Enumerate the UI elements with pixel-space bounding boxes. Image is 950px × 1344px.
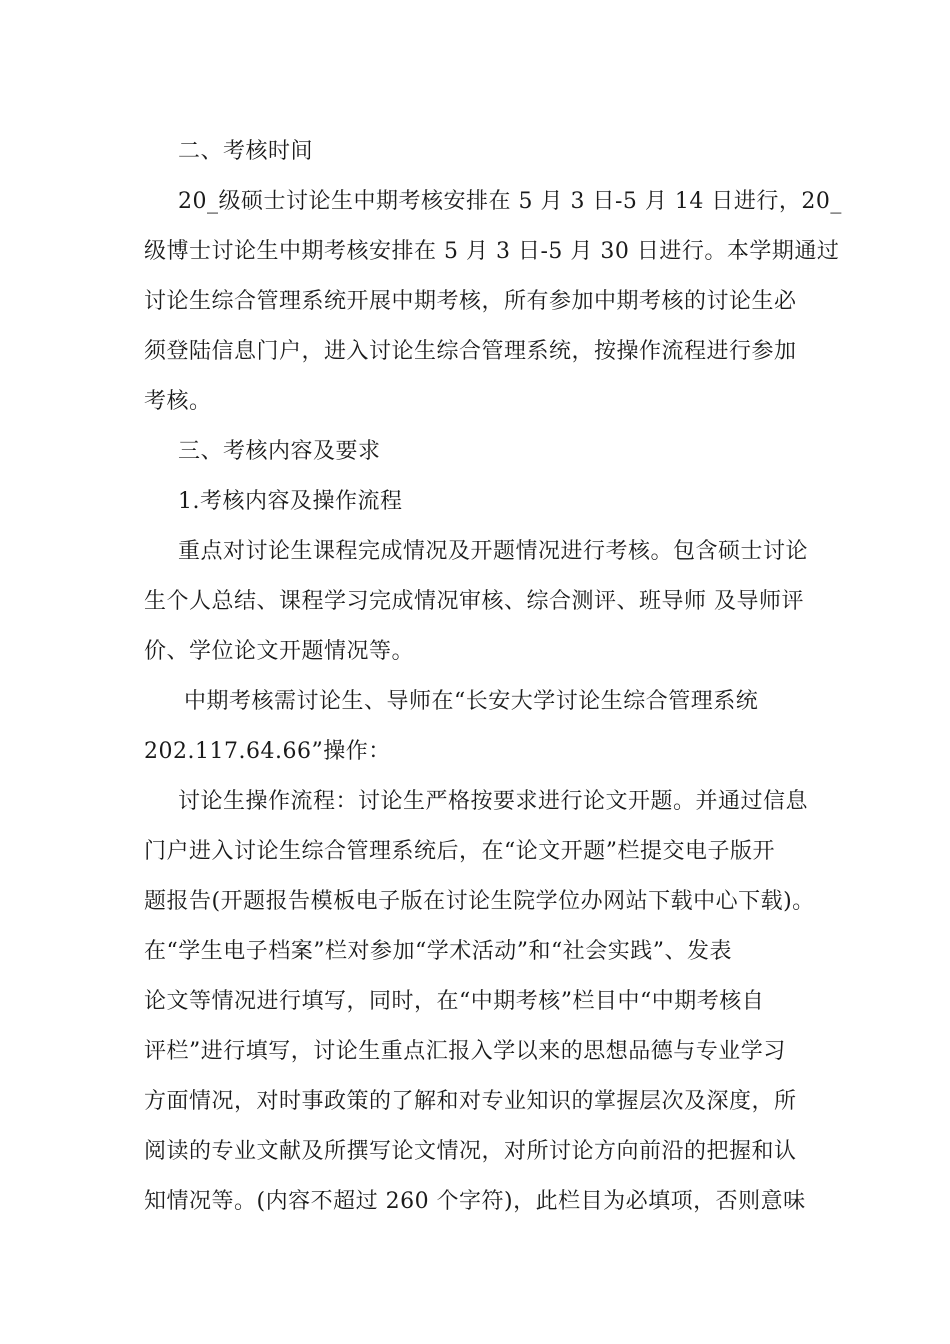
heading-exam-content: 三、考核内容及要求 (178, 439, 381, 464)
paragraph-line: 讨论生操作流程：讨论生严格按要求进行论文开题。并通过信息 (178, 789, 809, 814)
paragraph-line: 202.117.64.66”操作： (144, 739, 391, 764)
paragraph-line: 生个人总结、课程学习完成情况审核、综合测评、班导师 及导师评 (144, 589, 804, 614)
paragraph-line: 论文等情况进行填写，同时，在“中期考核”栏目中“中期考核自 (144, 989, 765, 1014)
paragraph-line: 讨论生综合管理系统开展中期考核，所有参加中期考核的讨论生必 (144, 289, 797, 314)
paragraph-line: 重点对讨论生课程完成情况及开题情况进行考核。包含硕士讨论 (178, 539, 809, 564)
paragraph-line: 阅读的专业文献及所撰写论文情况，对所讨论方向前沿的把握和认 (144, 1139, 797, 1164)
heading-exam-time: 二、考核时间 (178, 139, 314, 164)
paragraph-line: 在“学生电子档案”栏对参加“学术活动”和“社会实践”、发表 (144, 939, 732, 964)
paragraph-line: 中期考核需讨论生、导师在“长安大学讨论生综合管理系统 (184, 689, 759, 714)
paragraph-line: 20_级硕士讨论生中期考核安排在 5 月 3 日-5 月 14 日进行，20_ (178, 189, 842, 214)
paragraph-line: 知情况等。(内容不超过 260 个字符)，此栏目为必填项，否则意味 (144, 1189, 806, 1214)
paragraph-line: 门户进入讨论生综合管理系统后，在“论文开题”栏提交电子版开 (144, 839, 775, 864)
subheading-content-process: 1.考核内容及操作流程 (178, 489, 403, 514)
paragraph-line: 方面情况，对时事政策的了解和对专业知识的掌握层次及深度，所 (144, 1089, 797, 1114)
paragraph-line: 评栏”进行填写，讨论生重点汇报入学以来的思想品德与专业学习 (144, 1039, 786, 1064)
paragraph-line: 考核。 (144, 389, 212, 414)
paragraph-line: 题报告(开题报告模板电子版在讨论生院学位办网站下载中心下载)。 (144, 889, 815, 914)
paragraph-line: 价、学位论文开题情况等。 (144, 639, 415, 664)
paragraph-line: 须登陆信息门户，进入讨论生综合管理系统，按操作流程进行参加 (144, 339, 797, 364)
paragraph-line: 级博士讨论生中期考核安排在 5 月 3 日-5 月 30 日进行。本学期通过 (144, 239, 840, 264)
